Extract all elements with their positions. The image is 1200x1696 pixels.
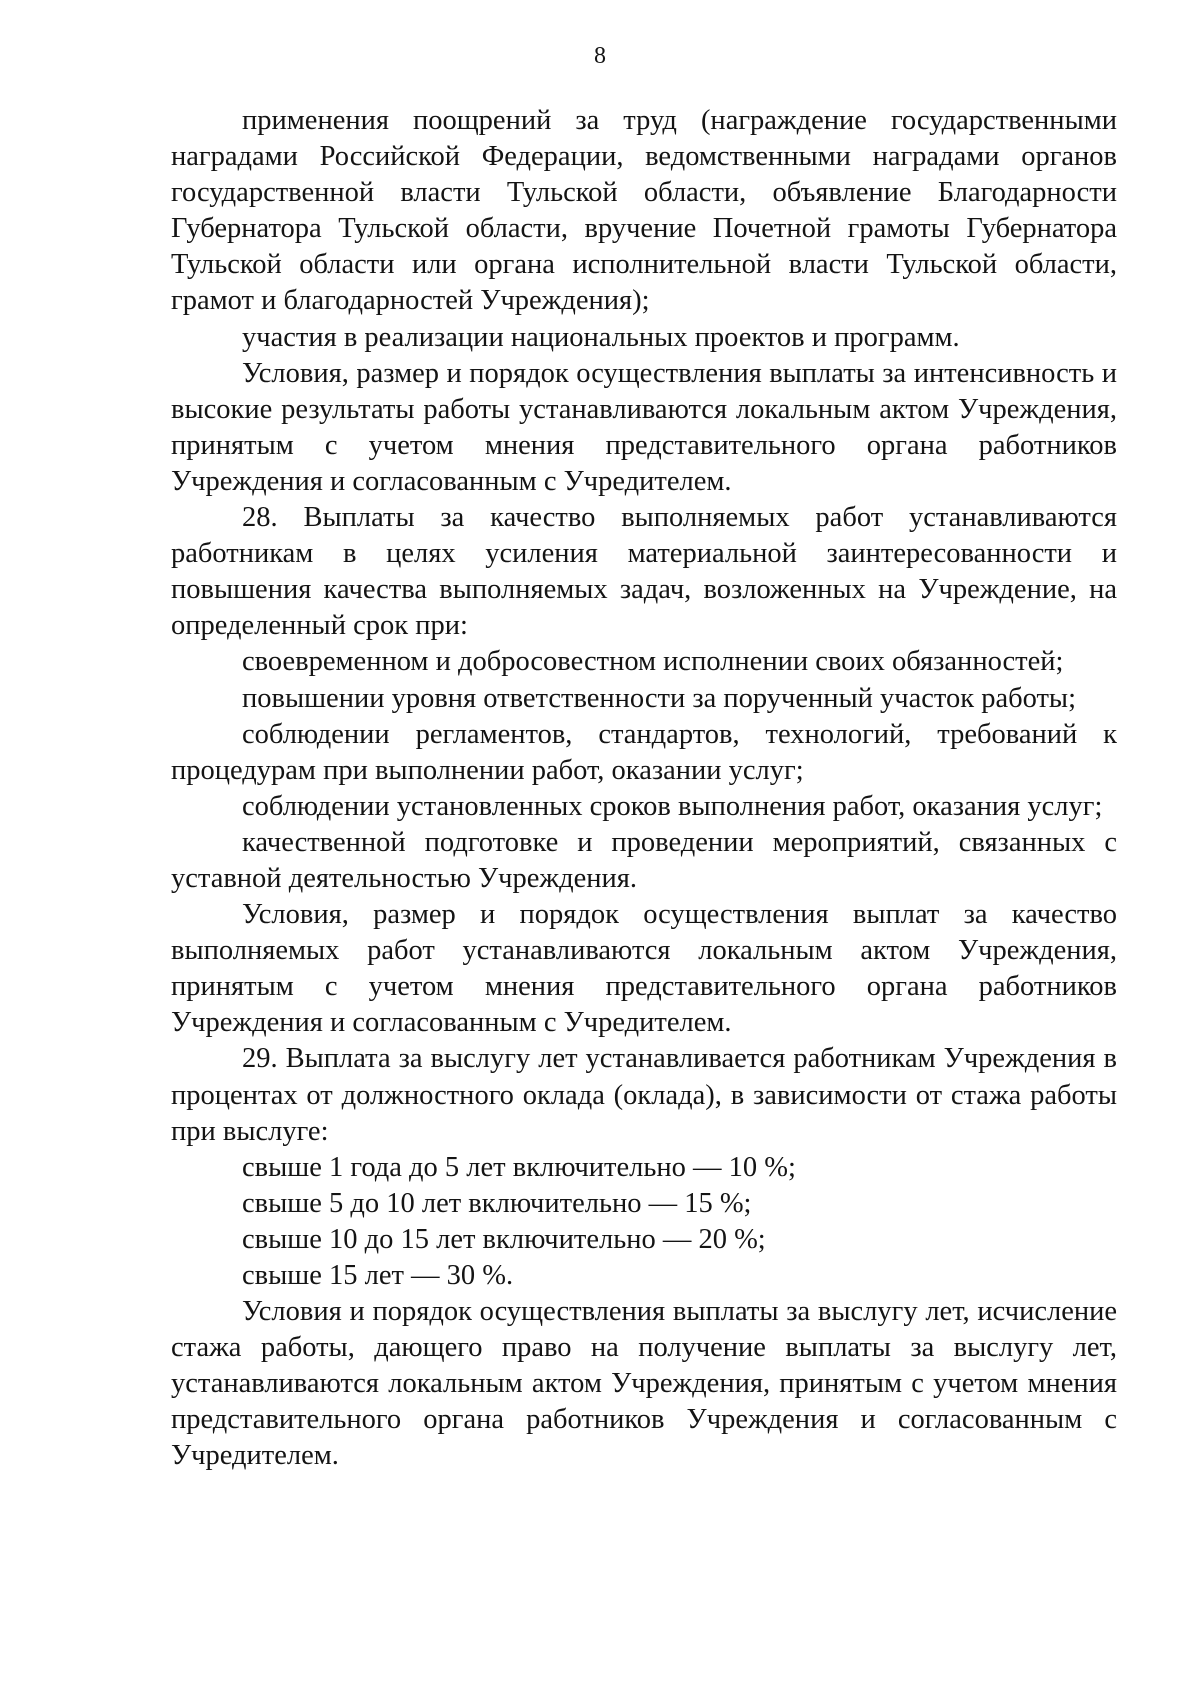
list-item-timely-duties: своевременном и добросовестном исполнении своих обязанностей; <box>242 646 1064 678</box>
paragraph-national-projects: участия в реализации национальных проектов и программ. <box>242 321 960 353</box>
paragraph-awards: применения поощрений за труд (награждение государственными наградами Российской Федерации, ведомственными наградами органов государственной власти Тульской области, объявление Благодарности Губернатора Тульской области, вручение Почетной грамоты Губернатора Тульской области или органа исполнительной власти Тульской области, грамот и благодарностей Учреждения); <box>171 105 1117 317</box>
list-item-seniority-1-5: свыше 1 года до 5 лет включительно — 10 %; <box>242 1151 796 1183</box>
list-item-seniority-15-plus: свыше 15 лет — 30 %. <box>242 1260 514 1291</box>
paragraph-28-quality-payments: 28. Выплаты за качество выполняемых работ устанавливаются работникам в целях усиления материальной заинтересованности и повышения качества выполняемых задач, возложенных на Учреждение, на определенный срок при: <box>171 502 1117 642</box>
paragraph-29-seniority-payment: 29. Выплата за выслугу лет устанавливается работникам Учреждения в процентах от должностного оклада (оклада), в зависимости от стажа работы при выслуге: <box>171 1043 1117 1147</box>
list-item-seniority-5-10: свыше 5 до 10 лет включительно — 15 %; <box>242 1187 752 1219</box>
list-item-regulations: соблюдении регламентов, стандартов, технологий, требований к процедурам при выполнении работ, оказании услуг; <box>171 718 1117 786</box>
paragraph-quality-conditions: Условия, размер и порядок осуществления выплат за качество выполняемых работ устанавливаются локальным актом Учреждения, принятым с учетом мнения представительного органа работников Учреждения и согласованным с Учредителем. <box>171 899 1117 1039</box>
paragraph-intensity-conditions: Условия, размер и порядок осуществления выплаты за интенсивность и высокие результаты работы устанавливаются локальным актом Учреждения, принятым с учетом мнения представительного органа работников Учреждения и согласованным с Учредителем. <box>171 357 1117 497</box>
page-number: 8 <box>594 43 606 69</box>
document-body <box>171 103 1117 1475</box>
list-item-seniority-10-15: свыше 10 до 15 лет включительно — 20 %; <box>242 1223 766 1255</box>
list-item-events: качественной подготовке и проведении мероприятий, связанных с уставной деятельностью Учреждения. <box>171 826 1117 894</box>
list-item-responsibility: повышении уровня ответственности за порученный участок работы; <box>242 682 1076 714</box>
list-item-deadlines: соблюдении установленных сроков выполнения работ, оказания услуг; <box>242 790 1103 822</box>
paragraph-seniority-conditions: Условия и порядок осуществления выплаты за выслугу лет, исчисление стажа работы, дающего право на получение выплаты за выслугу лет, устанавливаются локальным актом Учреждения, принятым с учетом мнения представительного органа работников Учреждения и согласованным с Учредителем. <box>171 1296 1117 1472</box>
